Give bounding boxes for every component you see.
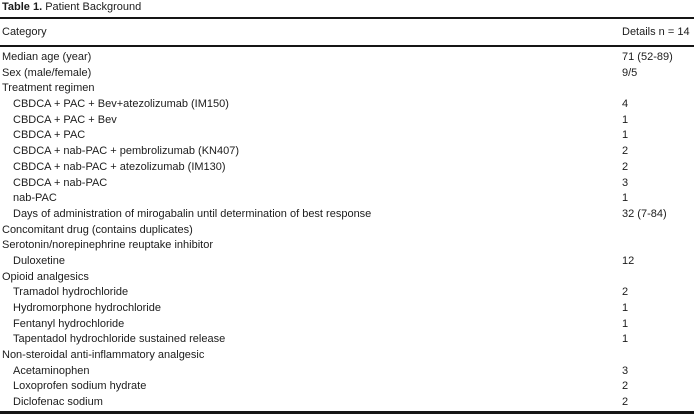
row-details-value: 2 (622, 380, 629, 393)
row-details-value: 71 (52-89) (622, 51, 673, 63)
table-body (0, 50, 694, 411)
table-row (0, 379, 694, 395)
table-row (0, 301, 694, 317)
row-category-label: Treatment regimen (2, 82, 95, 95)
row-category-label: Days of administration of mirogabalin until determination of best response (13, 207, 372, 220)
row-details-value: 4 (622, 98, 629, 111)
row-details-value: 3 (622, 176, 629, 189)
row-category-label: Sex (male/female) (2, 66, 92, 79)
table-row (0, 395, 694, 411)
table-number: Table 1. (2, 1, 43, 13)
row-details-value: 9/5 (622, 66, 638, 79)
row-details-value: 3 (622, 364, 629, 377)
row-details-value: 1 (622, 317, 629, 330)
row-category-label: Concomitant drug (contains duplicates) (2, 223, 193, 236)
row-category-label: CBDCA + PAC + Bev+atezolizumab (IM150) (13, 98, 229, 111)
table-row (0, 270, 694, 286)
row-details-value (622, 348, 694, 364)
table-row (0, 128, 694, 144)
row-category-label: Fentanyl hydrochloride (13, 317, 125, 330)
row-details-value (622, 223, 694, 239)
row-category-label: nab-PAC (13, 192, 57, 205)
row-category-label: CBDCA + PAC + Bev (13, 113, 117, 126)
row-category-label: CBDCA + PAC (13, 129, 86, 142)
row-details-value: 12 (622, 254, 635, 267)
table-row (0, 191, 694, 207)
table-row (0, 285, 694, 301)
table-row (0, 207, 694, 223)
row-category-label: Hydromorphone hydrochloride (13, 302, 161, 314)
row-details-value (622, 81, 694, 97)
table-row (0, 66, 694, 82)
table-row (0, 348, 694, 364)
row-details-value: 2 (622, 286, 629, 299)
table-title (2, 1, 141, 13)
row-details-value: 1 (622, 302, 629, 314)
table-row (0, 81, 694, 97)
row-details-value: 1 (622, 129, 629, 142)
table-row (0, 317, 694, 333)
table-row (0, 160, 694, 176)
row-details-value: 32 (7-84) (622, 207, 667, 220)
header-category: Category (2, 26, 47, 38)
row-category-label: CBDCA + nab-PAC + pembrolizumab (KN407) (13, 145, 240, 158)
row-details-value: 2 (622, 145, 629, 158)
row-details-value (622, 238, 694, 254)
table-row (0, 364, 694, 380)
row-category-label: Loxoprofen sodium hydrate (13, 380, 147, 393)
row-details-value (622, 270, 694, 286)
table-row (0, 223, 694, 239)
row-category-label: Diclofenac sodium (13, 396, 103, 409)
row-category-label: CBDCA + nab-PAC (13, 176, 108, 189)
header-rule (0, 45, 694, 47)
row-category-label: Median age (year) (2, 51, 92, 63)
row-details-value: 1 (622, 192, 629, 205)
row-category-label: Acetaminophen (13, 364, 90, 377)
row-category-label: CBDCA + nab-PAC + atezolizumab (IM130) (13, 160, 226, 173)
row-details-value: 2 (622, 160, 629, 173)
table-row (0, 238, 694, 254)
table-row (0, 176, 694, 192)
row-details-value: 1 (622, 333, 629, 346)
table-caption: Patient Background (42, 1, 142, 13)
table-header-row (0, 19, 694, 45)
row-details-value: 1 (622, 113, 629, 126)
table-row (0, 113, 694, 129)
header-details: Details n = 14 (622, 26, 690, 38)
row-details-value: 2 (622, 396, 629, 409)
row-category-label: Non-steroidal anti-inflammatory analgesic (2, 349, 205, 362)
table-row (0, 50, 694, 66)
table-row (0, 144, 694, 160)
table-row (0, 97, 694, 113)
row-category-label: Serotonin/norepinephrine reuptake inhibitor (2, 239, 213, 252)
row-category-label: Opioid analgesics (2, 270, 89, 283)
table-row (0, 254, 694, 270)
bottom-rule (0, 411, 694, 414)
row-category-label: Tramadol hydrochloride (13, 286, 129, 299)
row-category-label: Tapentadol hydrochloride sustained release (13, 333, 226, 346)
table-row (0, 332, 694, 348)
row-category-label: Duloxetine (13, 254, 65, 267)
